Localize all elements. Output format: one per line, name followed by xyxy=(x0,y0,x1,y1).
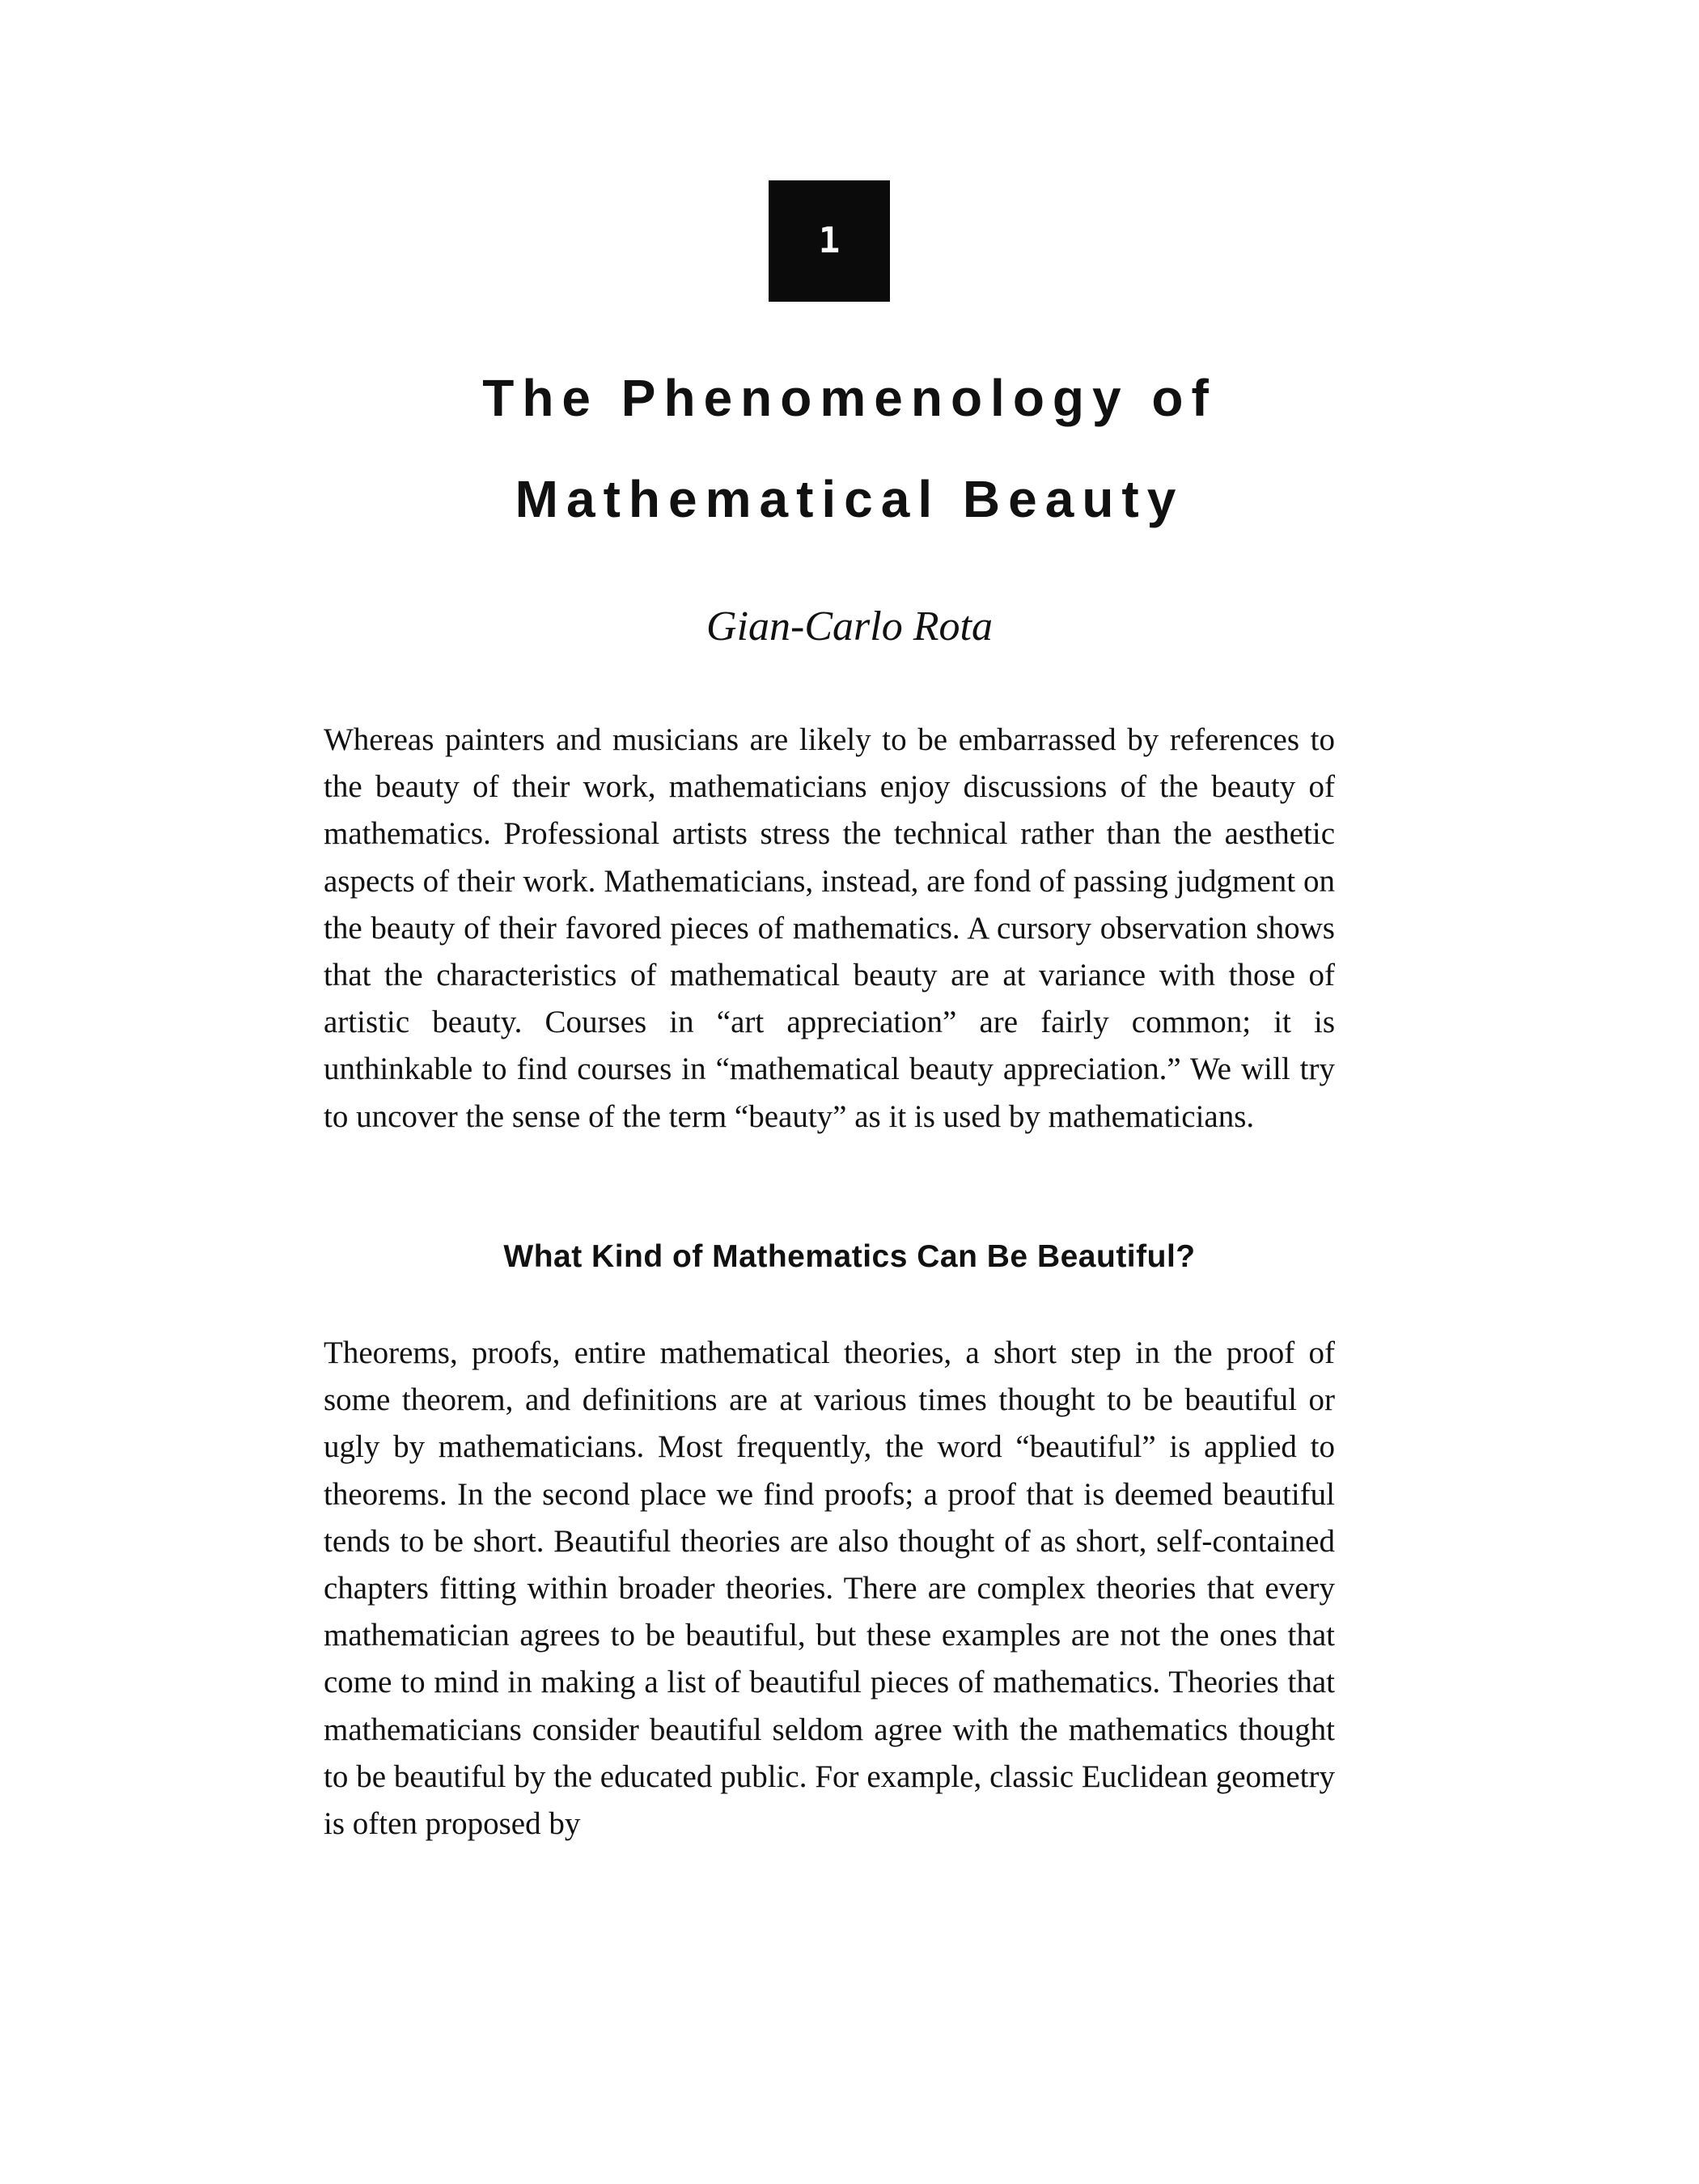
chapter-title-line-2: Mathematical Beauty xyxy=(515,470,1184,528)
intro-paragraph: Whereas painters and musicians are likely to be embarrassed by references to the beauty of their work, mathematicians enjoy discussions of the beauty of mathematics. Professional artists stress the technical rather than the aesthetic aspects of their work. Mathematicians, instead, are fond of passing judgment on the beauty of their favored pieces of mathematics. A cursory observation shows that the characteristics of mathematical beauty are at variance with those of artistic beauty. Courses in “art appreciation” are fairly common; it is unthinkable to find courses in “mathematical beauty appreciation.” We will try to uncover the sense of the term “beauty” as it is used by mathematicians. xyxy=(324,722,1335,1134)
chapter-number: 1 xyxy=(818,220,841,261)
author-name: Gian-Carlo Rota xyxy=(706,603,993,650)
section-paragraph: Theorems, proofs, entire mathematical theories, a short step in the proof of some theorem, and definitions are at various times thought to be beautiful or ugly by mathematicians. Most frequently, the word “beautiful” is applied to theorems. In the second place we find proofs; a proof that is deemed beautiful tends to be short. Beautiful theories are also thought of as short, self-contained chapters fitting within broader theories. There are complex theories that every mathematician agrees to be beautiful, but these examples are not the ones that come to mind in making a list of beautiful pieces of mathematics. Theories that mathematicians consider beautiful seldom agree with the mathematics thought to be beautiful by the educated public. For example, classic Euclidean geometry is often proposed by xyxy=(324,1335,1335,1842)
section-heading: What Kind of Mathematics Can Be Beautiful? xyxy=(503,1239,1196,1274)
chapter-title xyxy=(0,348,1699,550)
chapter-title-line-1: The Phenomenology of xyxy=(482,369,1217,427)
chapter-number-box xyxy=(769,180,890,302)
